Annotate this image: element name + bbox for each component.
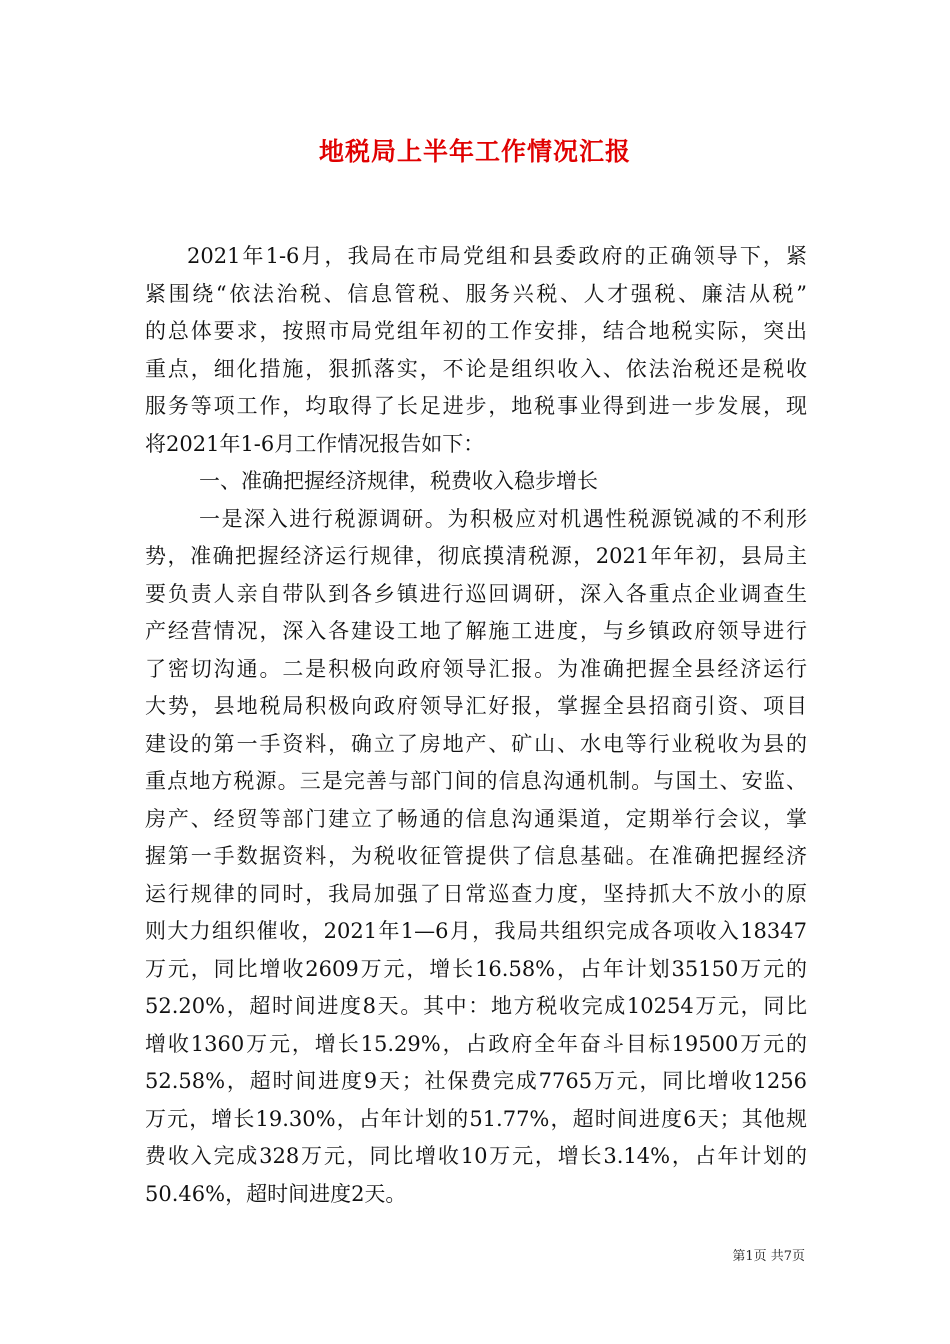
paragraph-line: 重点地方税源。三是完善与部门间的信息沟通机制。与国土、安监、 xyxy=(145,769,807,793)
paragraph-line: 50.46%，超时间进度2天。 xyxy=(145,1181,407,1206)
paragraph-line: 运行规律的同时，我局加强了日常巡查力度，坚持抓大不放小的原 xyxy=(145,881,807,906)
paragraph-line: 势，准确把握经济运行规律，彻底摸清税源，2021年年初，县局主 xyxy=(145,544,807,568)
paragraph-line: 则大力组织催收，2021年1—6月，我局共组织完成各项收入18347 xyxy=(145,919,807,943)
paragraph-line: 大势，县地税局积极向政府领导汇好报，掌握全县招商引资、项目 xyxy=(145,694,807,718)
paragraph-line: 重点，细化措施，狠抓落实，不论是组织收入、依法治税还是税收 xyxy=(145,356,807,381)
paragraph-line: 产经营情况，深入各建设工地了解施工进度，与乡镇政府领导进行 xyxy=(145,619,807,643)
paragraph-line: 一是深入进行税源调研。为积极应对机遇性税源锐减的不利形 xyxy=(199,506,807,531)
paragraph-line: 握第一手数据资料，为税收征管提供了信息基础。在准确把握经济 xyxy=(145,844,807,868)
section-heading: 一、准确把握经济规律，税费收入稳步增长 xyxy=(199,469,598,493)
document-body xyxy=(145,238,807,1213)
paragraph-line: 将2021年1-6月工作情况报告如下： xyxy=(145,431,485,456)
paragraph-line: 增收1360万元，增长15.29%，占政府全年奋斗目标19500万元的 xyxy=(145,1031,807,1056)
paragraph-line: 2021年1-6月，我局在市局党组和县委政府的正确领导下，紧 xyxy=(187,244,807,268)
paragraph-line: 了密切沟通。二是积极向政府领导汇报。为准确把握全县经济运行 xyxy=(145,656,807,681)
paragraph-line: 万元，同比增收2609万元，增长16.58%，占年计划35150万元的 xyxy=(145,956,807,981)
page-title: 地税局上半年工作情况汇报 xyxy=(318,137,631,166)
paragraph-line: 服务等项工作，均取得了长足进步，地税事业得到进一步发展，现 xyxy=(145,394,807,418)
paragraph-line: 紧围绕“依法治税、信息管税、服务兴税、人才强税、廉洁从税” xyxy=(145,281,807,306)
page-number: 第1页 共7页 xyxy=(732,1249,805,1264)
paragraph-line: 的总体要求，按照市局党组年初的工作安排，结合地税实际，突出 xyxy=(145,319,807,343)
paragraph-line: 费收入完成328万元，同比增收10万元，增长3.14%，占年计划的 xyxy=(145,1144,807,1168)
paragraph-line: 要负责人亲自带队到各乡镇进行巡回调研，深入各重点企业调查生 xyxy=(145,581,807,606)
paragraph-line: 房产、经贸等部门建立了畅通的信息沟通渠道，定期举行会议，掌 xyxy=(145,806,807,831)
paragraph-line: 建设的第一手资料，确立了房地产、矿山、水电等行业税收为县的 xyxy=(145,731,807,756)
paragraph-line: 52.20%，超时间进度8天。其中：地方税收完成10254万元，同比 xyxy=(145,994,807,1018)
paragraph-line: 万元，增长19.30%，占年计划的51.77%，超时间进度6天；其他规 xyxy=(145,1106,807,1131)
paragraph-line: 52.58%，超时间进度9天；社保费完成7765万元，同比增收1256 xyxy=(145,1069,807,1093)
